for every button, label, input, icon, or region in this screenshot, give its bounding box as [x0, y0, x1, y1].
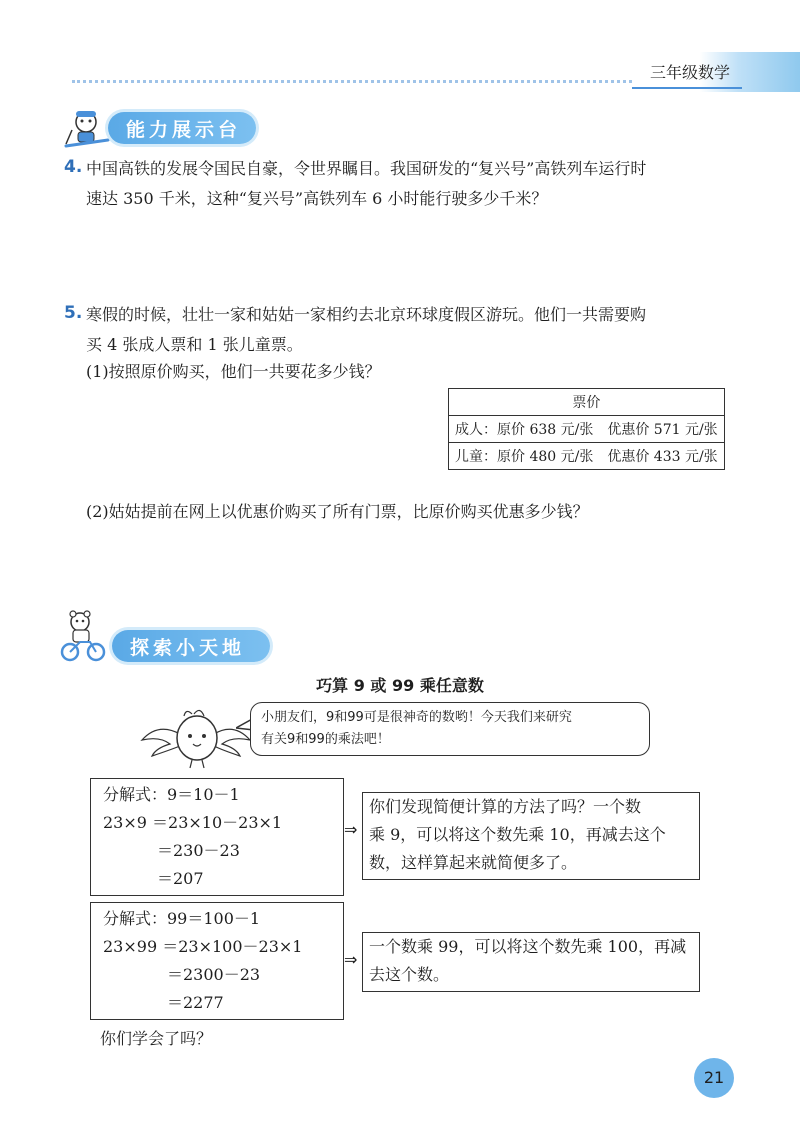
- explore-section-banner: [112, 630, 270, 662]
- bird-mascot-icon: [140, 700, 252, 776]
- problem-5-line-2: 买 4 张成人票和 1 张儿童票。: [86, 335, 303, 354]
- cyclist-mascot-icon: [60, 610, 108, 662]
- example-1-line-4: ＝207: [157, 869, 204, 888]
- example-1-note-line-3: 数，这样算起来就简便多了。: [369, 853, 578, 872]
- example-1-line-1: 分解式：9＝10－1: [103, 785, 240, 804]
- price-table-wrapper: [448, 388, 725, 470]
- explore-section-title: 探索小天地: [130, 636, 246, 659]
- problem-5-number: 5.: [64, 303, 83, 323]
- example-1-line-3: ＝230－23: [157, 841, 240, 860]
- ability-section-banner: [108, 112, 256, 144]
- problem-5-question-2: (2)姑姑提前在网上以优惠价购买了所有门票，比原价购买优惠多少钱？: [86, 502, 589, 521]
- example-2-note-line-2: 去这个数。: [369, 965, 450, 984]
- example-2-line-3: ＝2300－23: [167, 965, 261, 984]
- problem-4-number: 4.: [64, 157, 83, 177]
- page-number: 21: [694, 1058, 734, 1098]
- price-row-adult: 成人：原价 638 元/张 优惠价 571 元/张: [449, 416, 725, 443]
- problem-4-text: [86, 154, 766, 214]
- speech-line-2: 有关9和99的乘法吧！: [261, 732, 390, 747]
- price-row-child: 儿童：原价 480 元/张 优惠价 433 元/张: [449, 443, 725, 470]
- grade-label: 三年级数学: [649, 63, 730, 82]
- problem-5-question-1: (1)按照原价购买，他们一共要花多少钱？: [86, 362, 381, 381]
- example-2-line-1: 分解式：99＝100－1: [103, 909, 261, 928]
- problem-4-line-1: 中国高铁的发展令国民自豪，令世界瞩目。我国研发的“复兴号”高铁列车运行时: [86, 159, 647, 178]
- speech-line-1: 小朋友们，9和99可是很神奇的数哟！今天我们来研究: [261, 710, 572, 725]
- explore-subtitle: 巧算 9 或 99 乘任意数: [316, 676, 484, 695]
- example-2-line-2: 23×99 ＝23×100－23×1: [103, 937, 303, 956]
- speech-bubble: [250, 702, 650, 756]
- price-table-title: 票价: [449, 389, 725, 416]
- example-2-note-box: [362, 932, 700, 992]
- example-1-arrow: ⇒: [344, 820, 358, 839]
- example-1-note-box: [362, 792, 700, 880]
- problem-4-line-2: 速达 350 千米，这种“复兴号”高铁列车 6 小时能行驶多少千米？: [86, 189, 548, 208]
- example-2-arrow: ⇒: [344, 950, 358, 969]
- example-2-calculation-box: [90, 902, 344, 1020]
- price-table: [448, 388, 725, 470]
- skier-mascot-icon: [62, 108, 112, 150]
- example-1-note-line-1: 你们发现简便计算的方法了吗？一个数: [369, 797, 642, 816]
- example-1-calculation-box: [90, 778, 344, 896]
- example-1-note-line-2: 乘 9，可以将这个数先乘 10，再减去这个: [369, 825, 666, 844]
- ability-section-title: 能力展示台: [126, 118, 242, 141]
- example-2-note-line-1: 一个数乘 99，可以将这个数先乘 100，再减: [369, 937, 687, 956]
- example-2-line-4: ＝2277: [167, 993, 224, 1012]
- problem-5-line-1: 寒假的时候，壮壮一家和姑姑一家相约去北京环球度假区游玩。他们一共需要购: [86, 305, 647, 324]
- problem-5-text: [86, 300, 766, 360]
- grade-underline: [632, 87, 742, 89]
- example-1-line-2: 23×9 ＝23×10－23×1: [103, 813, 283, 832]
- closing-question: 你们学会了吗？: [100, 1029, 213, 1048]
- header-dotted-line: [72, 80, 632, 83]
